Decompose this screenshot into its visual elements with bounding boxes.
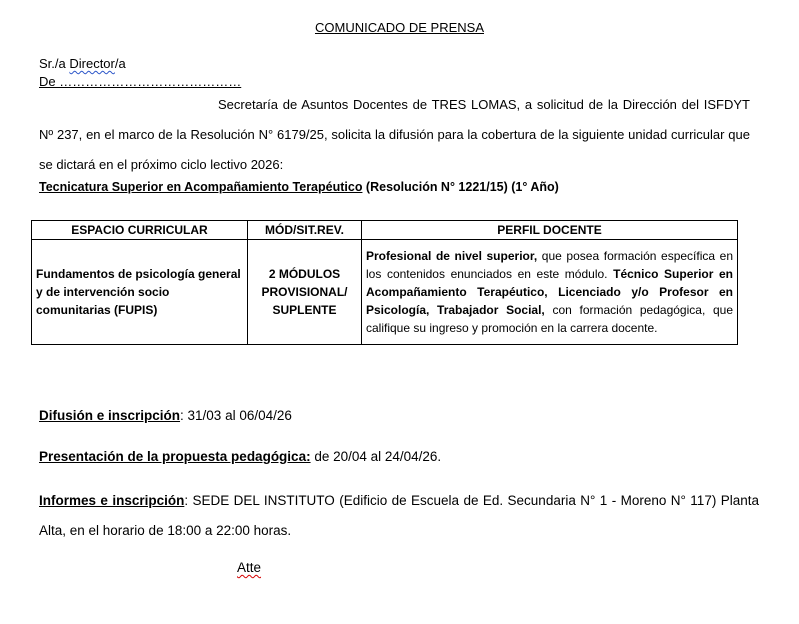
difusion-value: : 31/03 al 06/04/26 <box>180 408 292 423</box>
greeting-from: De …………………………………… <box>39 74 242 89</box>
header-modulos: MÓD/SIT.REV. <box>248 221 362 240</box>
table-header-row <box>32 221 738 240</box>
presentacion-line <box>39 449 441 464</box>
greeting-director-word: Director <box>69 56 115 71</box>
difusion-line <box>39 408 292 423</box>
career-name: Tecnicatura Superior en Acompañamiento Terapéutico <box>39 180 363 194</box>
presentacion-label: Presentación de la propuesta pedagógica: <box>39 449 311 464</box>
intro-paragraph <box>39 90 750 180</box>
greeting-recipient <box>39 56 126 71</box>
modulos-count: 2 MÓDULOS <box>268 267 341 281</box>
greeting-suffix: /a <box>114 56 126 71</box>
header-espacio: ESPACIO CURRICULAR <box>32 221 248 240</box>
table-row <box>32 240 738 345</box>
modulos-situacion: PROVISIONAL/ <box>261 285 348 299</box>
header-perfil: PERFIL DOCENTE <box>362 221 738 240</box>
difusion-label: Difusión e inscripción <box>39 408 181 423</box>
modulos-suplente: SUPLENTE <box>272 303 337 317</box>
career-details: (Resolución N° 1221/15) (1° Año) <box>362 180 559 194</box>
informes-paragraph <box>39 486 759 546</box>
intro-text: Secretaría de Asuntos Docentes de TRES LOMAS, a solicitud de la Dirección del ISFDYT Nº 237, en el marco de la Resolución N° 6179/25, solicita la difusión para la cobertura de la siguiente unidad curricular que se dictará en el próximo ciclo lectivo 2026: <box>39 97 750 172</box>
curricular-table <box>31 220 738 345</box>
career-heading <box>39 180 559 194</box>
perfil-bold-1: Profesional de nivel superior, <box>366 249 538 263</box>
document-title: COMUNICADO DE PRENSA <box>314 20 485 35</box>
perfil-text-2: con formación pedagógica, que califique su ingreso y promoción en la carrera docente. <box>366 303 733 335</box>
informes-label: Informes e inscripción <box>39 493 185 508</box>
greeting-prefix: Sr./a <box>39 56 70 71</box>
cell-perfil <box>362 240 738 345</box>
perfil-bold-2: Técnico Superior en Acompañamiento Terapéutico, Licenciado y/o Profesor en Psicología, Trabajador Social, <box>366 267 734 317</box>
cell-espacio: Fundamentos de psicología general y de intervención socio comunitarias (FUPIS) <box>32 240 248 345</box>
cell-modulos <box>248 240 362 345</box>
informes-value: : SEDE DEL INSTITUTO (Edificio de Escuela de Ed. Secundaria N° 1 - Moreno N° 117) Planta Alta, en el horario de 18:00 a 22:00 horas. <box>39 493 759 538</box>
presentacion-value: de 20/04 al 24/04/26. <box>310 449 442 464</box>
closing-atte: Atte <box>237 560 262 575</box>
perfil-text-1: que posea formación específica en los contenidos enunciados en este módulo. <box>366 249 734 281</box>
